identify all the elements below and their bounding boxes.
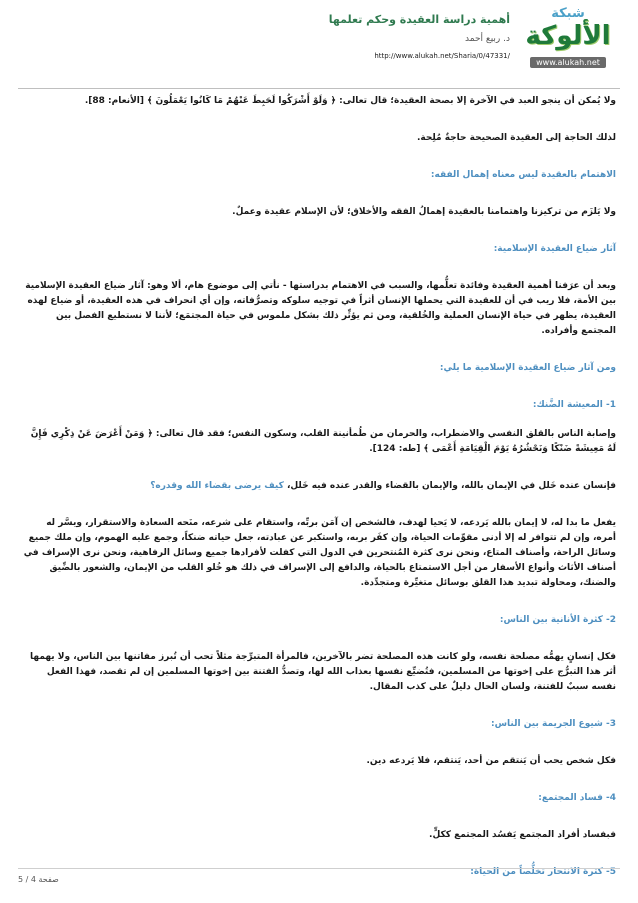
paragraph-5: وإصابة الناس بالقلق النفسي والاضطراب، والحرمان من طُمأنينة القلب، وسكون النفس؛ فقد قال تعالى: ﴿ وَمَنْ أَعْرَضَ عَنْ ذِكْرِي فَإِنَّ لَهُ مَعِيشَةً ضَنْكًا وَنَحْشُرُهُ يَوْمَ الْقِيَامَةِ أَعْمَى ﴾ [طه: 124].	[30, 429, 616, 454]
logo-top-text: شبكة	[551, 6, 585, 21]
header-info	[210, 12, 510, 62]
article-body	[22, 94, 616, 880]
alukah-logo	[520, 6, 616, 70]
heading-item-5: 5- كثرة الانتحار تخلُّصاً من الحياة:	[470, 867, 616, 877]
paragraph-7: يفعل ما بدا له، لا إيمان بالله يَردعه، لا يَحيا لهدف، فالشخص إن آمَن بربِّه، واستقام على شرعه، منَحه السعادة والاستقرار، ويسَّر له أمره، وإن لم تتوافر له إلا أدنى مقوِّمات الحياة، وإن كفَر بربه، واستكبر عن عبادته، جعل حياته ضنكاً، وجمع عليه الهموم، وإن ملك جميع وسائل الراحة، وأصناف المتاع، ونحن نرى كثرة المُنتحرين في الدول التي كفلت لأفرادها جميع وسائل الرفاهية، ونحن نرى الإسراف في أصناف الأثاث وأنواع الأسفار من أجل الاستمتاع بالحياة، والدافع إلى الإسراف في ذلك هو خُلو القلب من الإيمان، والشعور بالضِّيق والضنك، ومحاولة تبديد هذا القلق بوسائل متغيِّرة ومتجدِّدة.	[23, 518, 616, 588]
page-number: صفحة 4 / 5	[18, 875, 59, 884]
paragraph-9: فكل شخص يحب أن يَنتقم من أحد، يَنتقم، فلا يَردعه دين.	[366, 756, 616, 766]
paragraph-1: ولا يُمكن أن ينجو العبد في الآخرة إلا بصحة العقيدة؛ قال تعالى: ﴿ وَلَوْ أَشْرَكُوا لَحَبِطَ عَنْهُمْ مَا كَانُوا يَعْمَلُونَ ﴾ [الأنعام: 88].	[84, 96, 616, 106]
logo-url: www.alukah.net	[530, 57, 606, 68]
header-divider	[18, 88, 620, 89]
heading-fiqh: الاهتمام بالعقيدة ليس معناه إهمال الفقه:	[430, 170, 616, 180]
paragraph-6	[22, 479, 616, 494]
heading-item-1: 1- المعيشة الضَّنك:	[532, 400, 616, 410]
article-url[interactable]: http://www.alukah.net/Sharia/0/47331/	[374, 52, 510, 60]
page-header	[0, 0, 638, 92]
paragraph-3: ولا يَلزَم من تركيزنا واهتمامنا بالعقيدة إهمالُ الفقه والأخلاق؛ لأن الإسلام عقيدة وعملٌ.	[232, 207, 616, 217]
paragraph-10: فبفساد أفراد المجتمع يَفسُد المجتمع ككلٍّ.	[429, 830, 616, 840]
paragraph-6-question: كيف يرضى بقضاء الله وقدره؟	[150, 481, 284, 491]
footer-divider	[18, 868, 620, 869]
article-author: د. ربيع أحمد	[465, 34, 510, 44]
heading-effects: آثار ضياع العقيدة الإسلامية:	[493, 244, 616, 254]
paragraph-8: فكل إنسانٍ يهمُّه مصلحة نفسه، ولو كانت هذه المصلحة تضر بالآخرين، فالمرأة المتبرِّجة مثلاً تحب أن تُبرز مفاتنها بين الناس، ولا يهمها أثر هذا التبرُّج على إخوتها من المسلمين، فتُضيِّع نفسها بعذاب الله لها، وتصدُّ الفتنة بين إخوتها المسلمين إن لم تقصد، فهذا الفعل نفسه سببٌ للفتنة، ولسان الحال دليلٌ على كذب المقال.	[30, 652, 616, 692]
paragraph-2: لذلك الحاجة إلى العقيدة الصحيحة حاجةٌ مُلِحة.	[416, 133, 616, 143]
paragraph-4: وبعد أن عرَفنا أهمية العقيدة وفائدة تعلُّمها، والسبب في الاهتمام بدراستها - نأتي إلى موضوع هام، ألا وهو: آثار ضياع العقيدة الإسلامية بين الأمة، فلا ريب في أن للعقيدة التي يحملها الإنسان أثراً في توجيه سلوكه وتصرُّفاته، وإن أي انحراف في هذه العقيدة، أو ضياع لهذه العقيدة، يظهر في حياة الإنسان العملية والخُلقية، ومن ثم يؤثِّر ذلك بشكل ملموس في حياة المجتمَع؛ لأننا لا نستطيع الفصل بين المجتمع وأفراده.	[25, 281, 616, 336]
heading-effects-list: ومن آثار ضياع العقيدة الإسلامية ما يلي:	[439, 363, 616, 373]
heading-item-4: 4- فساد المجتمع:	[538, 793, 616, 803]
paragraph-6-text: فإنسان عنده خَلل في الإيمان بالله، والإيمان بالقضاء والقدر عنده فيه خَلل،	[283, 481, 616, 491]
logo-main-text: الألوكة	[525, 21, 611, 51]
heading-item-2: 2- كثرة الأنانية بين الناس:	[499, 615, 616, 625]
heading-item-3: 3- شيوع الجريمة بين الناس:	[491, 719, 616, 729]
article-title: أهمية دراسة العقيدة وحكم تعلمها	[328, 13, 510, 26]
